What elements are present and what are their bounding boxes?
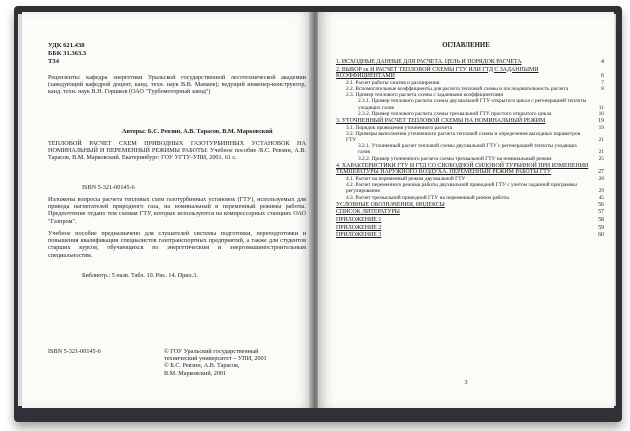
toc-entry-page: 19 [598, 118, 604, 124]
toc-entry-text: ПРИЛОЖЕНИЕ 1 [336, 217, 382, 223]
toc-entry-text: 3.2.1. Уточненный расчет тепловой схемы двухвальной ГТУ с регенерацией теплоты уходящих газов [358, 143, 578, 156]
toc-entry-text: 3.2. Примеры выполнения уточненного расчета тепловой схемы и определения выходных параметров ГТУ [346, 130, 581, 143]
copyright-line: технический университет – УПИ, 2001 [164, 355, 267, 363]
toc-entry-text: ПРИЛОЖЕНИЕ 3 [336, 232, 382, 239]
toc-entry [336, 202, 604, 209]
udk-line: УДК 621.438 [48, 42, 85, 49]
toc-entry-text: ПРИЛОЖЕНИЕ 2 [336, 224, 382, 231]
bbk-line: ББК 31.363.3 [48, 49, 87, 57]
annotation-paragraph-1: Изложены вопросы расчета тепловых схем газотурбинных установок (ГТУ), используемых для привода нагнетателей природного газа, на номинальный и переменный режимы работы. Предпочтение отдано тем схемам ГТУ, которые используются на компрессорных станциях ОАО "Газпром". [48, 196, 306, 225]
toc-entry-page: 29 [598, 188, 604, 195]
toc-entry [336, 163, 604, 176]
toc-entry [336, 98, 604, 110]
toc-entry-page: 56 [598, 201, 604, 208]
toc-entry-text: 4.3. Расчет трехвальной приводной ГТУ на переменный режим работы [346, 194, 509, 201]
toc-entry-text: 4.1. Расчет на переменный режим двухвальной ГТУ [346, 176, 466, 182]
toc-entry-page: 21 [598, 149, 604, 156]
toc-entry-text: 2.3.1. Пример теплового расчета схемы двухвальной ГТУ открытого цикла с регенерацией теплоты уходящих газов [358, 98, 587, 111]
isbn-top: ISBN 5-321-00145-6 [82, 184, 135, 191]
toc-entry-page: 6 [601, 73, 604, 80]
toc-entry-page: 11 [598, 104, 604, 111]
toc-entry-text: 1. ИСХОДНЫЕ ДАННЫЕ ДЛЯ РАСЧЕТА. ЦЕЛЬ И ПОРЯДОК РАСЧЕТА [336, 59, 522, 65]
toc-entry [336, 156, 604, 162]
isbn-bottom: ISBN 5-321-00145-6 [48, 348, 101, 355]
toc-entry [336, 131, 604, 143]
bibliography-line: Библиогр.: 5 назв. Табл. 10. Рис. 14. Прил.3. [82, 272, 198, 279]
toc-entry [336, 209, 604, 216]
toc-entry-page: 25 [598, 155, 604, 162]
toc-title: ОГЛАВЛЕНИЕ [442, 42, 490, 49]
toc-entry [336, 195, 604, 201]
annotation-paragraph-2: Учебное пособие предназначено для слушателей системы подготовки, переподготовки и повышения квалификации специалистов газотранспортных предприятий, а также для студентов старших курсов, обучающихся по энергетическим и энергомашиностроительным специальностям. [48, 230, 306, 259]
copyright-line: © ГОУ Уральский государственный [164, 348, 259, 355]
table-of-contents [336, 58, 604, 239]
copyright-line: В.М. Марковский, 2001 [164, 369, 227, 377]
toc-entry-page: 16 [598, 110, 604, 117]
toc-entry-page: 7 [601, 79, 604, 86]
toc-entry-text: 2. ВЫБОР εк И РАСЧЕТ ТЕПЛОВОЙ СХЕМЫ ГТУ ИЛИ ГТД С ЗАДАННЫМИ КОЭФФИЦИЕНТАМИ [336, 66, 539, 80]
toc-entry-page: 58 [598, 217, 604, 223]
left-page [22, 12, 312, 408]
toc-entry-text: 4. ХАРАКТЕРИСТИКИ ГТУ И ГТД СО СВОБОДНОЙ СИЛОВОЙ ТУРБИНОЙ ПРИ ИЗМЕНЕНИИ ТЕМПЕРАТУРЫ НАРУЖНОГО ВОЗДУХА. ПЕРЕМЕННЫЙ РЕЖИМ РАБОТЫ ГТУ [336, 162, 589, 176]
bibliographic-title: ТЕПЛОВОЙ РАСЧЕТ СХЕМ ПРИВОДНЫХ ГАЗОТУРБИННЫХ УСТАНОВОК НА НОМИНАЛЬНЫЙ И ПЕРЕМЕННЫЙ РЕЖИМЫ РАБОТЫ: Учебное пособие /Б.С. Ревзин, А.В. Тарасов, В.М. Марковский. Екатеринбург: ГОУ УГТУ-УПИ, 2001. 61 с. [48, 140, 306, 162]
toc-entry [336, 59, 604, 66]
toc-entry [336, 143, 604, 155]
toc-entry-page: 28 [598, 176, 604, 182]
toc-entry-text: 4.2. Расчет переменного режима работы двухвальной приводной ГТУ с учетом заданной программы регулирования [346, 182, 577, 195]
toc-entry-page: 19 [598, 124, 604, 131]
toc-entry-page: 8 [601, 85, 604, 92]
copyright-block [164, 348, 267, 377]
toc-entry [336, 118, 604, 125]
toc-entry-text: 3.1. Порядок проведения уточненного расчета [346, 124, 452, 131]
toc-entry-text: 3. УТОЧНЕННЫЙ РАСЧЕТ ТЕПЛОВОЙ СХЕМЫ НА НОМИНАЛЬНЫЙ РЕЖИМ [336, 118, 546, 124]
toc-entry-page: 4 [601, 59, 604, 65]
toc-entry [336, 232, 604, 239]
toc-entry [336, 182, 604, 194]
toc-entry-page: 27 [598, 169, 604, 176]
toc-entry-text: УСЛОВНЫЕ ОБОЗНАЧЕНИЯ, ИНДЕКСЫ [336, 201, 445, 208]
toc-entry-page: 21 [598, 137, 604, 143]
toc-entry [336, 111, 604, 117]
authors-line: Авторы: Б.С. Ревзин, А.В. Тарасов, В.М. Марковский [122, 128, 273, 135]
toc-entry-page: 59 [598, 224, 604, 231]
toc-entry-text: 2.3.2. Пример теплового расчета схемы трехвальной ГТУ простого открытого цикла [358, 110, 552, 117]
toc-entry-page: 45 [598, 194, 604, 201]
copyright-line: © Б.С. Ревзин, А.В. Тарасов, [164, 362, 240, 370]
toc-entry-page: 60 [598, 232, 604, 239]
toc-entry [336, 217, 604, 224]
toc-entry [336, 67, 604, 80]
udk-block [48, 42, 86, 65]
toc-entry-text: 3.2.2. Пример уточненного расчета схемы трехвальной ГТУ на номинальный режим [358, 155, 552, 162]
toc-entry-text: 2.2. Вспомогательные коэффициенты для расчета тепловой схемы и последовательность расчета [346, 85, 569, 92]
toc-entry-text: 2.3. Пример теплового расчета схемы с заданными коэффициентами [346, 92, 504, 99]
author-code-line: Т34 [48, 57, 59, 65]
toc-entry-text: СПИСОК ЛИТЕРАТУРЫ [336, 209, 400, 216]
page-number: 3 [464, 380, 468, 386]
reviewers-text: Рецензенты: кафедра энергетики Уральской государственной лесотехнической академии (заведующий кафедрой доцент, канд. техн. наук В.В. Мамаев); ведущий инженер-конструктор, канд. техн. наук В.Н. Горшков (ОАО "Турбомоторный завод") [48, 74, 306, 96]
toc-entry-text: 2.1. Расчет работы сжатия и расширения [346, 79, 440, 86]
toc-entry [336, 225, 604, 232]
toc-entry-page: 57 [598, 209, 604, 216]
right-page [318, 12, 614, 408]
